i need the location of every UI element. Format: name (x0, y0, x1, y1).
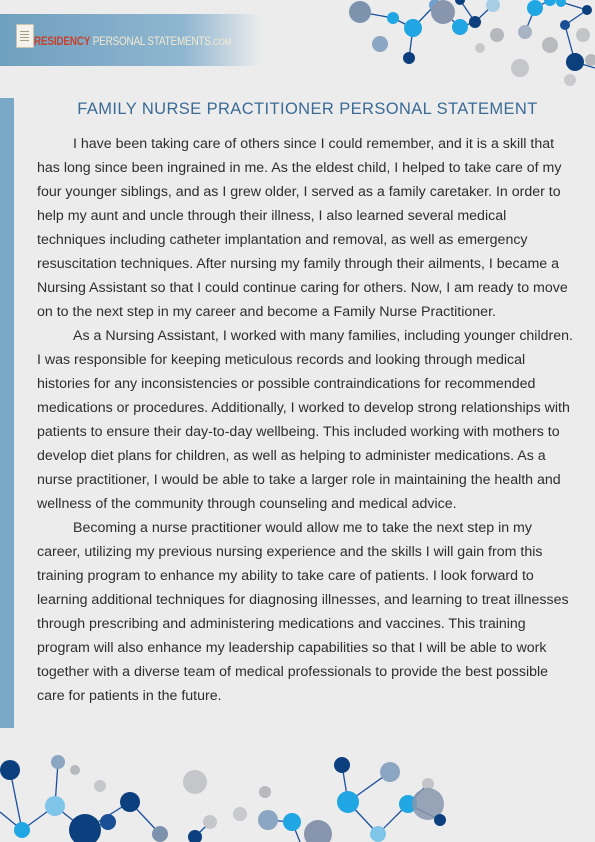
logo-word-com: .COM (210, 37, 232, 48)
statement-body (37, 132, 577, 708)
molecule-decoration-bottom (0, 742, 460, 842)
logo-word-residency: RESIDENCY (34, 36, 91, 48)
paragraph-3: Becoming a nurse practitioner would allow me to take the next step in my career, utilizing my previous nursing experience and the skills I will gain from this training program to enhance my ability to take care of patients. I look forward to learning additional techniques for diagnosing illnesses, and learning to treat illnesses through prescribing and administering medications and vaccines. This training program will also enhance my leadership capabilities so that I will be able to work together with a diverse team of medical professionals to provide the best possible care for patients in the future. (37, 520, 569, 704)
paragraph-2: As a Nursing Assistant, I worked with many families, including younger children. I was responsible for keeping meticulous records and looking through medical histories for any inconsistencies or possible contraindications for recommended medications or procedures. Additionally, I worked to develop strong relationships with patients to ensure their day-to-day wellbeing. This included working with mothers to develop diet plans for children, as well as helping to administer medications. As a nurse practitioner, I would be able to take a larger role in maintaining the health and wellness of the community through counseling and medical advice. (37, 328, 573, 512)
page-title: FAMILY NURSE PRACTITIONER PERSONAL STATEMENT (77, 100, 538, 118)
logo-banner (0, 14, 262, 66)
paragraph-1: I have been taking care of others since I could remember, and it is a skill that has long since been ingrained in me. As the eldest child, I helped to take care of my four younger siblings, and as I grew older, I served as a family caretaker. In order to help my aunt and uncle through their illness, I also learned several medical techniques including catheter implantation and removal, as well as emergency resuscitation techniques. After nursing my family through their ailments, I became a Nursing Assistant so that I could continue caring for others. Now, I am ready to move on to the next step in my career and become a Family Nurse Practitioner. (37, 136, 568, 320)
logo-word-personal-statements: PERSONAL STATEMENTS (90, 36, 211, 48)
logo-text (34, 36, 231, 48)
document-icon (16, 24, 34, 48)
molecule-decoration-top (325, 0, 595, 90)
accent-bar (0, 98, 14, 728)
